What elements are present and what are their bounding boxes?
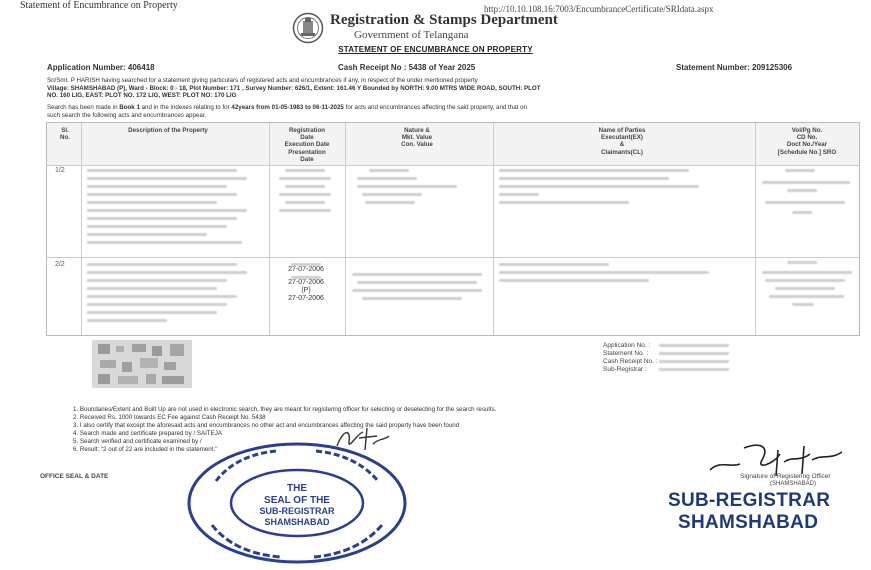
note-item: 2. Received Rs. 1000 towards EC Fee against Cash Receipt No. 5438 <box>73 414 266 421</box>
summary-sr-value-redacted <box>659 368 729 371</box>
office-seal-label: OFFICE SEAL & DATE <box>40 473 109 480</box>
header-sl-line2: No. <box>60 134 70 142</box>
header-parties-4: Claimants(CL) <box>601 148 643 156</box>
sub-registrar-title: SUB-REGISTRAR <box>668 490 831 511</box>
cash-receipt: Cash Receipt No : 5438 of Year 2025 <box>338 63 476 72</box>
header-parties <box>567 127 677 156</box>
header-reg-3: Execution Date <box>284 141 330 149</box>
row-2-reg-date-2: 27-07-2006 <box>288 279 324 286</box>
seal-line-3: SUB-REGISTRAR <box>259 506 335 516</box>
department-header <box>292 10 622 44</box>
search-paragraph <box>47 77 852 100</box>
summary-cash-label: Cash Receipt No. : <box>603 358 658 365</box>
row-2-registration <box>277 261 335 303</box>
sub-registrar-seal <box>186 441 408 565</box>
note-item: 5. Search verified and certificate examined by / <box>73 438 202 445</box>
search-line-1: Sri/Smt. P HARISH having searched for a statement giving particulars of registered acts and encumbrances if any, in respect of the under mentioned property <box>47 77 478 84</box>
header-reg-2: Date <box>300 134 314 142</box>
header-reg-4: Presentation <box>288 148 326 156</box>
search-scope-paragraph <box>47 104 852 119</box>
scope-suffix: for acts and encumbrances affecting the said property, and that on <box>343 104 527 111</box>
row-2-reg-date-3: 27-07-2006 <box>288 295 324 302</box>
col-divider <box>269 123 270 335</box>
row-1-sl: 1/2 <box>55 167 65 174</box>
header-parties-1: Name of Parties <box>598 127 646 134</box>
header-vol-1: Vol/Pg No. <box>791 127 823 134</box>
header-parties-2: Executant(EX) <box>601 134 643 142</box>
header-nature-2: Mkt. Value <box>401 134 433 142</box>
document-title-top: Statement of Encumbrance on Property <box>20 0 178 11</box>
note-item: 4. Search made and certificate prepared by / SAITEJA <box>73 430 222 437</box>
row-divider <box>47 257 859 258</box>
application-number: Application Number: 406418 <box>47 63 155 72</box>
scope-years: 42years from 01-05-1983 to 06-11-2025 <box>231 104 344 111</box>
scope-book: Book 1 <box>119 104 140 111</box>
encumbrance-table <box>46 122 860 336</box>
seal-line-2: SEAL OF THE <box>264 495 330 506</box>
summary-statement-label: Statement No. : <box>603 350 649 357</box>
summary-statement-value-redacted <box>659 352 729 355</box>
summary-cash-value-redacted <box>659 360 729 363</box>
row-2-reg-p: (P) <box>301 287 311 294</box>
col-divider <box>493 123 494 335</box>
page-url: http://10.10.108.16:7003/EncumbranceCertificate/SRIdata.aspx <box>484 4 714 14</box>
property-line-2: NO. 160 LIG, EAST: PLOT NO. 172 LIG, WEST: PLOT NO: 170 LIG <box>47 92 237 100</box>
header-vol-3: Doct No./Year <box>786 141 828 149</box>
col-divider <box>81 123 82 335</box>
sub-registrar-office: SHAMSHABAD <box>678 512 819 533</box>
header-reg-5: Date <box>300 155 314 163</box>
note-item: 1. Boundaries/Extent and Built Up are not used in electronic search, they are meant for registering officer for selecting or deselecting for the search results. <box>73 406 497 413</box>
header-parties-3: & <box>619 141 625 149</box>
note-item: 3. I also certify that except the aforesaid acts and encumbrances no other act and encumbrances affecting the said property have been found <box>73 422 460 429</box>
scope-prefix: Search has been made in <box>47 104 120 111</box>
row-2-reg-date-1: 27-07-2006 <box>288 266 324 273</box>
scope-middle: and in the indexes relating to for <box>139 104 232 111</box>
application-summary <box>603 342 729 374</box>
header-vol-2: CD No. <box>796 134 818 142</box>
telangana-emblem-icon <box>292 12 324 44</box>
government-name: Government of Telangana <box>354 29 469 41</box>
summary-sr-label: Sub-Registrar : <box>603 366 647 373</box>
header-nature <box>377 127 457 149</box>
seal-line-4: SHAMSHABAD <box>264 517 330 527</box>
header-description: Description of the Property <box>128 127 208 134</box>
note-item: 6. Result: "2 out of 22 are included in the statement." <box>73 446 218 453</box>
header-registration <box>271 127 343 163</box>
header-nature-1: Nature & <box>404 127 430 134</box>
qr-code-icon <box>92 340 192 388</box>
signature-sub: (SHAMSHABAD) <box>770 481 817 487</box>
property-line-1: Village: SHAMSHABAD (P), Ward - Block: 0 - 18, Plot Number: 171 , Survey Number: 626/1, Extent: 161.46 Y Bounded by NORTH: 9.00 MTRS WIDE ROAD, SOUTH: PLOT <box>47 84 541 92</box>
header-nature-3: Con. Value <box>401 141 433 149</box>
summary-application-value-redacted <box>659 344 729 347</box>
statement-number: Statement Number: 209125306 <box>676 63 793 72</box>
header-sl <box>51 127 79 141</box>
col-divider <box>345 123 346 335</box>
seal-line-1: THE <box>287 483 307 494</box>
summary-application-label: Application No. : <box>603 342 651 349</box>
row-2-sl: 2/2 <box>55 261 65 268</box>
header-sl-line1: Sl. <box>61 127 69 134</box>
header-vol <box>759 127 855 156</box>
statement-title: STATEMENT OF ENCUMBRANCE ON PROPERTY <box>338 45 533 54</box>
department-name: Registration & Stamps Department <box>330 12 558 28</box>
header-reg-1: Registration <box>288 127 326 134</box>
table-header <box>47 123 859 166</box>
seal-ring-icon <box>186 441 408 565</box>
scope-line-2: such search the following acts and encumbrances appear. <box>47 111 207 119</box>
header-vol-4: [Schedule No.] SRO <box>777 148 837 156</box>
col-divider <box>755 123 756 335</box>
signature-label: Signature of Registering Officer <box>740 473 831 480</box>
